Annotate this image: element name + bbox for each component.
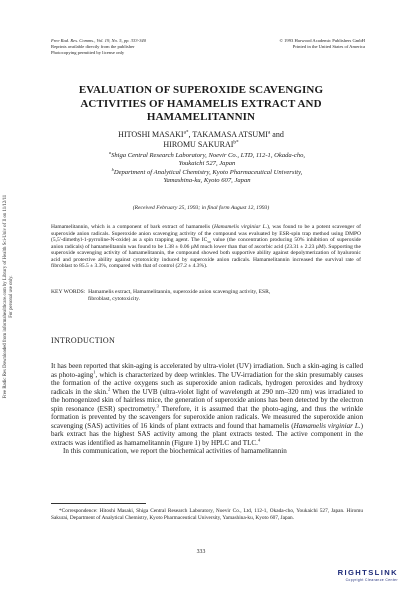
abstract-species: Hamamelis virginiar L.	[213, 224, 268, 230]
affiliation-b	[51, 166, 363, 177]
footnote-mark: *	[59, 508, 62, 514]
title-line-1: EVALUATION OF SUPEROXIDE SCAVENGING	[78, 84, 324, 96]
intro-text-4: Therefore, it is assumed that the photo-aging, and thus the wrinkle formation is prevented by the scavengers for superoxide anion radicals. We measured the superoxide anion scavenging (SAS) activities of 16 kinds of plant extracts and found that hamamelis (	[51, 404, 363, 430]
intro-text-3: When the UVB (ultra-violet light of wavelength at 290 nm–320 nm) was irradiated to the homogenized skin of hairless mice, the generation of superoxide anions has been detected by the electron spin resonance (ESR) spectrometry.	[51, 387, 363, 413]
affiliation-a-mark: a	[108, 149, 112, 155]
author-list	[0, 130, 402, 150]
received-dates: (Received February 25, 1993; in final form August 12, 1993)	[132, 205, 270, 211]
author-line-1	[0, 130, 402, 140]
affiliation-a-line-2: Youkaichi 527, Japan	[178, 160, 236, 168]
correspondence-footnote	[51, 508, 363, 521]
rightslink-tagline: Copyright Clearance Center	[345, 578, 398, 582]
intro-text-2: , which is characterized by deep wrinkles. The UV-irradiation for the skin presumably causes the formation of the active oxygens such as superoxide anion radicals, hydrogen peroxides and hydroxy radicals in the skin.	[51, 370, 363, 396]
keywords-label: KEY WORDS:	[51, 289, 86, 295]
footnote-text: Correspondence: Hitoshi Masaki, Shiga Central Research Laboratory, Noevir Co., Ltd, 112-1, Okada-cho, Youkaichi 527, Japan. Hiromu Sakurai, Department of Analytical Chemistry, Kyoto Pharmaceutical University, Yamashina-ku, Kyoto 607, Japan.	[51, 508, 363, 521]
copyright-line-2: Printed in the United States of America	[292, 44, 365, 49]
intro-text-1: It has been reported that skin-aging is accelerated by ultra-violet (UV) irradiation. Such a skin-aging is called as photo-aging	[51, 362, 363, 379]
ref-4: 4	[257, 437, 261, 443]
journal-line-1: Free Rad. Res. Comms., Vol. 19, No. 5, pp. 333-340	[51, 38, 147, 43]
ref-2: 2	[107, 386, 111, 392]
abstract-text-2: ), was found to be a potent scavenger of superoxide anion radicals. Superoxide anion scavenging activity of the compound was evaluated by ESR-spin trap method using DMPO (5,5'-dimethyl-1-pyrroline-N-oxide) as a spin trapping agent. The IC	[51, 224, 361, 243]
download-stamp-line-2: For personal use only.	[8, 275, 14, 318]
author-masaki-mark: a*	[183, 129, 189, 136]
journal-line-2: Reprints available directly from the publisher	[51, 44, 135, 49]
rightslink-logo[interactable]	[318, 568, 398, 582]
author-sakurai-mark: b*	[233, 139, 239, 146]
abstract-text-3: value (the concentration producing 50% inhibition of superoxide anion radicals) of hamamelitannin was found to be 1.38 ± 0.06 µM much lower than that of ascorbic acid (23.31 ± 2.23 µM). Supporting the superoxide scavenging activity of hamamelitannin, the compound showed both supportive ability against depolymerization of hyaluronic acid and protective ability against cytotoxicity induced by superoxide anion radicals. Hamamelitannin increased the survival rate of fibroblast to 85.5 ± 3.3%, compared with that of control (27.2 ± 4.3%).	[51, 237, 361, 269]
author-conjunction: and	[270, 130, 284, 139]
keywords-line-2: fibroblast, cytotoxicity.	[88, 295, 140, 302]
author-atsumi-mark: a	[267, 129, 271, 136]
affiliations	[51, 149, 363, 186]
intro-text-5: ) bark extract has the highest SAS activity among the plant extracts tested. The active component in the extracts was identified as hamamelitannin (Figure 1) by HPLC and TLC.	[51, 421, 364, 447]
ref-1: 1	[93, 369, 96, 375]
abstract	[51, 224, 361, 270]
title-line-3: HAMAMELITANNIN	[146, 111, 256, 123]
author-sakurai: HIROMU SAKURAI	[163, 140, 234, 149]
download-stamp	[3, 184, 14, 409]
affiliation-b-mark: b	[111, 166, 114, 172]
affiliation-a	[51, 149, 363, 160]
introduction-body	[51, 362, 363, 456]
intro-paragraph-2: In this communication, we report the biochemical activities of hamamelitannin	[63, 447, 287, 456]
abstract-text-1: Hamamelitannin, which is a component of bark extract of hamamelis (	[51, 224, 214, 230]
author-line-2	[0, 140, 402, 150]
page-number: 333	[196, 549, 206, 555]
copyright-notice	[240, 38, 365, 50]
download-stamp-line-1: Free Radic Res Downloaded from informahealthcare.com by Library of Health Sci-Univ of Il on 11/12/11	[2, 194, 8, 399]
keywords	[51, 289, 361, 303]
author-masaki: HITOSHI MASAKI	[118, 130, 184, 139]
footnote-rule	[51, 503, 146, 504]
title-line-2: ACTIVITIES OF HAMAMELIS EXTRACT AND	[80, 97, 322, 110]
keywords-text: Hamamelis extract, Hamamelitannin, superoxide anion scavenging activity, ESR,	[88, 289, 271, 295]
affiliation-b-line-1: Department of Analytical Chemistry, Kyoto Pharmaceutical University,	[113, 168, 303, 176]
affiliation-b-line-2: Yamashina-ku, Kyoto 607, Japan	[163, 177, 251, 185]
journal-line-3: Photocopying permitted by license only	[51, 50, 125, 55]
author-atsumi: , TAKAMASA ATSUMI	[188, 130, 268, 139]
affiliation-a-line-1: Shiga Central Research Laboratory, Noevir Co., LTD, 112-1, Okada-cho,	[111, 152, 306, 159]
keywords-line-1	[51, 289, 361, 296]
copyright-line-1: © 1993 Harwood Academic Publishers GmbH	[279, 38, 365, 43]
intro-species: Hamamelis virginiar L.	[293, 421, 361, 430]
journal-citation	[51, 38, 146, 56]
section-heading-introduction: INTRODUCTION	[51, 336, 116, 345]
ref-3: 3	[156, 403, 159, 409]
rightslink-logo-text: RIGHTSLINK	[337, 568, 398, 577]
intro-paragraph-1	[51, 362, 363, 447]
article-title	[0, 84, 402, 125]
abstract-ic50-sub: 50	[207, 240, 211, 245]
